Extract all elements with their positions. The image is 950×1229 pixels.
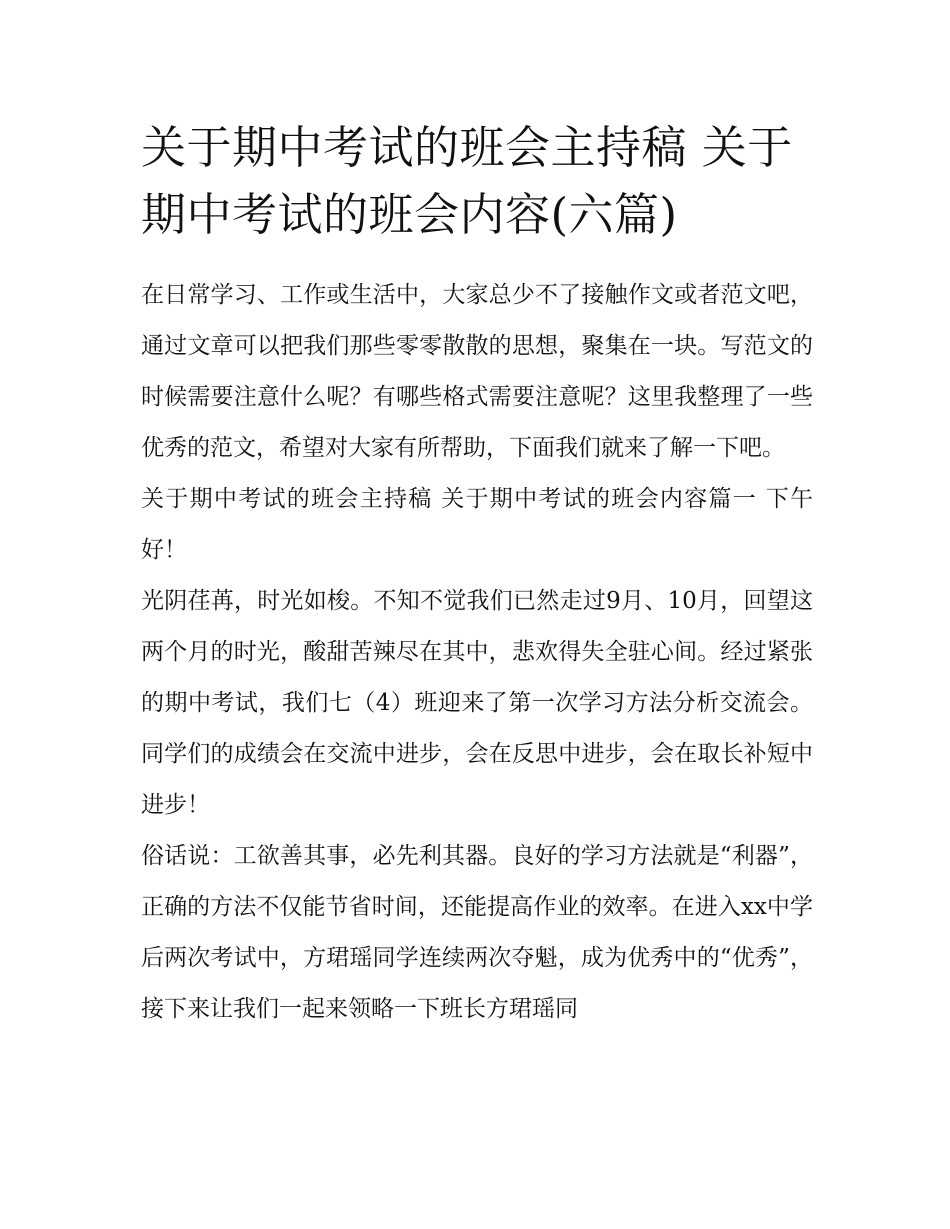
document-content bbox=[141, 114, 813, 1035]
document-body bbox=[141, 270, 813, 1035]
paragraph-intro: 在日常学习、工作或生活中，大家总少不了接触作文或者范文吧，通过文章可以把我们那些零零散散的思想，聚集在一块。写范文的时候需要注意什么呢？有哪些格式需要注意呢？这里我整理了一些优秀的范文，希望对大家有所帮助，下面我们就来了解一下吧。 bbox=[141, 282, 813, 461]
paragraph-heading-greeting: 关于期中考试的班会主持稿 关于期中考试的班会内容篇一 下午好！ bbox=[141, 486, 813, 563]
paragraph-time: 光阴荏苒，时光如梭。不知不觉我们已然走过9月、10月，回望这两个月的时光，酸甜苦辣尽在其中，悲欢得失全驻心间。经过紧张的期中考试，我们七（4）班迎来了第一次学习方法分析交流会。同学们的成绩会在交流中进步，会在反思中进步，会在取长补短中进步！ bbox=[141, 588, 813, 818]
paragraph-method: 俗话说：工欲善其事，必先利其器。良好的学习方法就是“利器”，正确的方法不仅能节省时间，还能提高作业的效率。在进入xx中学后两次考试中，方珺瑶同学连续两次夺魁，成为优秀中的“优秀”，接下来让我们一起来领略一下班长方珺瑶同 bbox=[141, 843, 813, 1022]
document-title: 关于期中考试的班会主持稿 关于期中考试的班会内容(六篇) bbox=[141, 121, 793, 241]
